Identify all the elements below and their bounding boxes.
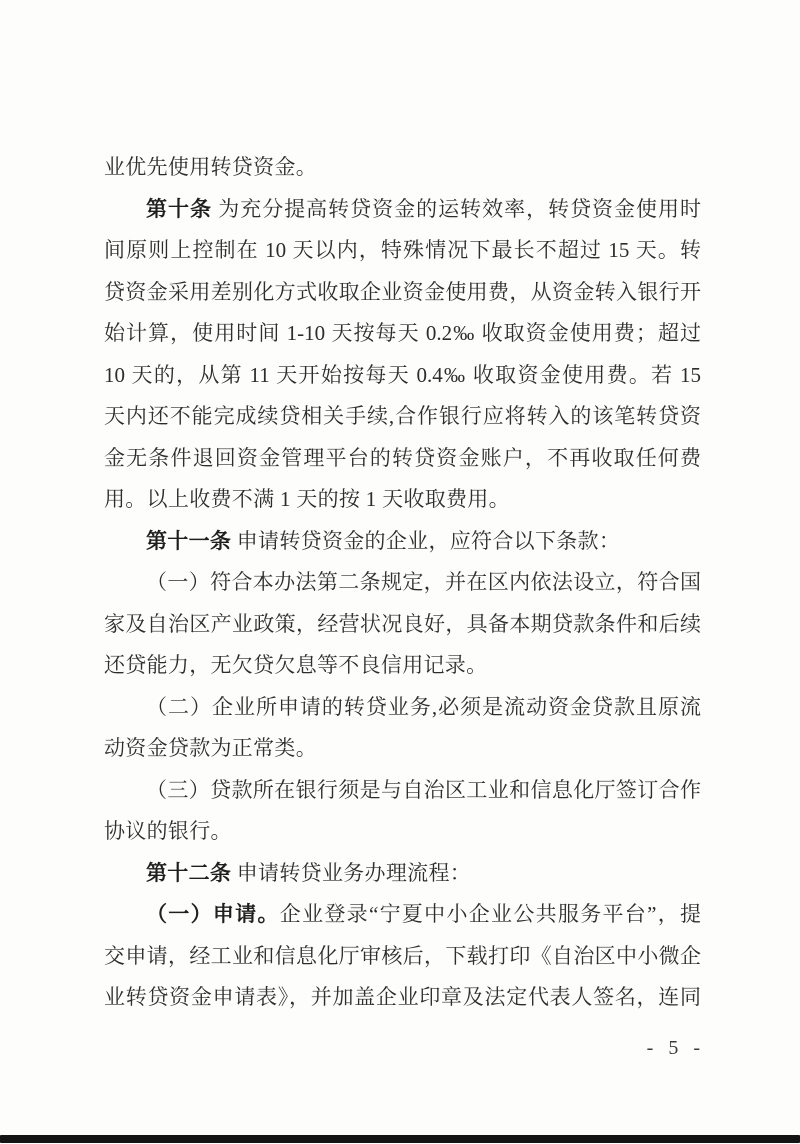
text-line [104,521,701,563]
bold-text-segment: （一）申请。 [146,902,280,926]
text-line [104,853,701,895]
text-line [104,604,701,646]
text-line [104,355,701,397]
text-line [104,936,701,978]
text-segment: 天内还不能完成续贷相关手续,合作银行应将转入的该笔转贷资 [104,404,701,428]
text-segment: 用。以上收费不满 1 天的按 1 天收取费用。 [104,487,510,511]
document-text-block [104,147,701,1019]
text-line [104,147,701,189]
text-line [104,894,701,936]
text-segment: 企业登录“宁夏中小企业公共服务平台”，提 [279,902,702,926]
text-segment: 为充分提高转贷资金的运转效率，转贷资金使用时 [211,196,702,221]
text-segment: 申请转贷业务办理流程： [231,860,472,885]
text-segment: 间原则上控制在 10 天以内，特殊情况下最长不超过 15 天。转 [104,238,701,262]
text-line [104,645,701,687]
text-segment: （二）企业所申请的转贷业务,必须是流动资金贷款且原流 [146,694,701,719]
text-segment: 家及自治区产业政策，经营状况良好，具备本期贷款条件和后续 [104,611,701,636]
text-segment: 还贷能力，无欠贷欠息等不良信用记录。 [104,653,488,677]
scan-edge-bar [0,1135,800,1143]
page-number: - 5 - [646,1037,705,1059]
text-segment: 始计算，使用时间 1-10 天按每天 0.2‰ 收取资金使用费；超过 [104,321,701,345]
text-line [104,728,701,770]
text-line [104,770,701,812]
text-line [104,811,701,853]
text-segment: （三）贷款所在银行须是与自治区工业和信息化厅签订合作 [146,777,701,802]
text-line [104,562,701,604]
text-line [104,479,701,521]
text-segment: 申请转贷资金的企业，应符合以下条款： [231,528,621,553]
bold-text-segment: 第十条 [146,196,212,221]
text-segment: 业优先使用转贷资金。 [104,155,317,179]
bold-text-segment: 第十一条 [146,528,232,553]
text-line [104,189,701,231]
bold-text-segment: 第十二条 [146,860,232,885]
text-segment: 业转贷资金申请表》，并加盖企业印章及法定代表人签名，连同 [104,985,701,1009]
text-segment: 10 天的，从第 11 天开始按每天 0.4‰ 收取资金使用费。若 15 [104,362,701,387]
text-line [104,230,701,272]
text-line [104,313,701,355]
text-segment: 动资金贷款为正常类。 [104,736,317,760]
text-segment: （一）符合本办法第二条规定，并在区内依法设立，符合国 [146,570,701,594]
text-segment: 协议的银行。 [104,819,232,843]
text-line [104,438,701,480]
text-segment: 交申请，经工业和信息化厅审核后，下载打印《自治区中小微企 [104,943,701,968]
text-line [104,272,701,314]
text-segment: 贷资金采用差别化方式收取企业资金使用费，从资金转入银行开 [104,279,701,304]
text-line [104,977,701,1019]
text-segment: 金无条件退回资金管理平台的转贷资金账户，不再收取任何费 [104,445,701,470]
text-line [104,396,701,438]
text-line [104,687,701,729]
